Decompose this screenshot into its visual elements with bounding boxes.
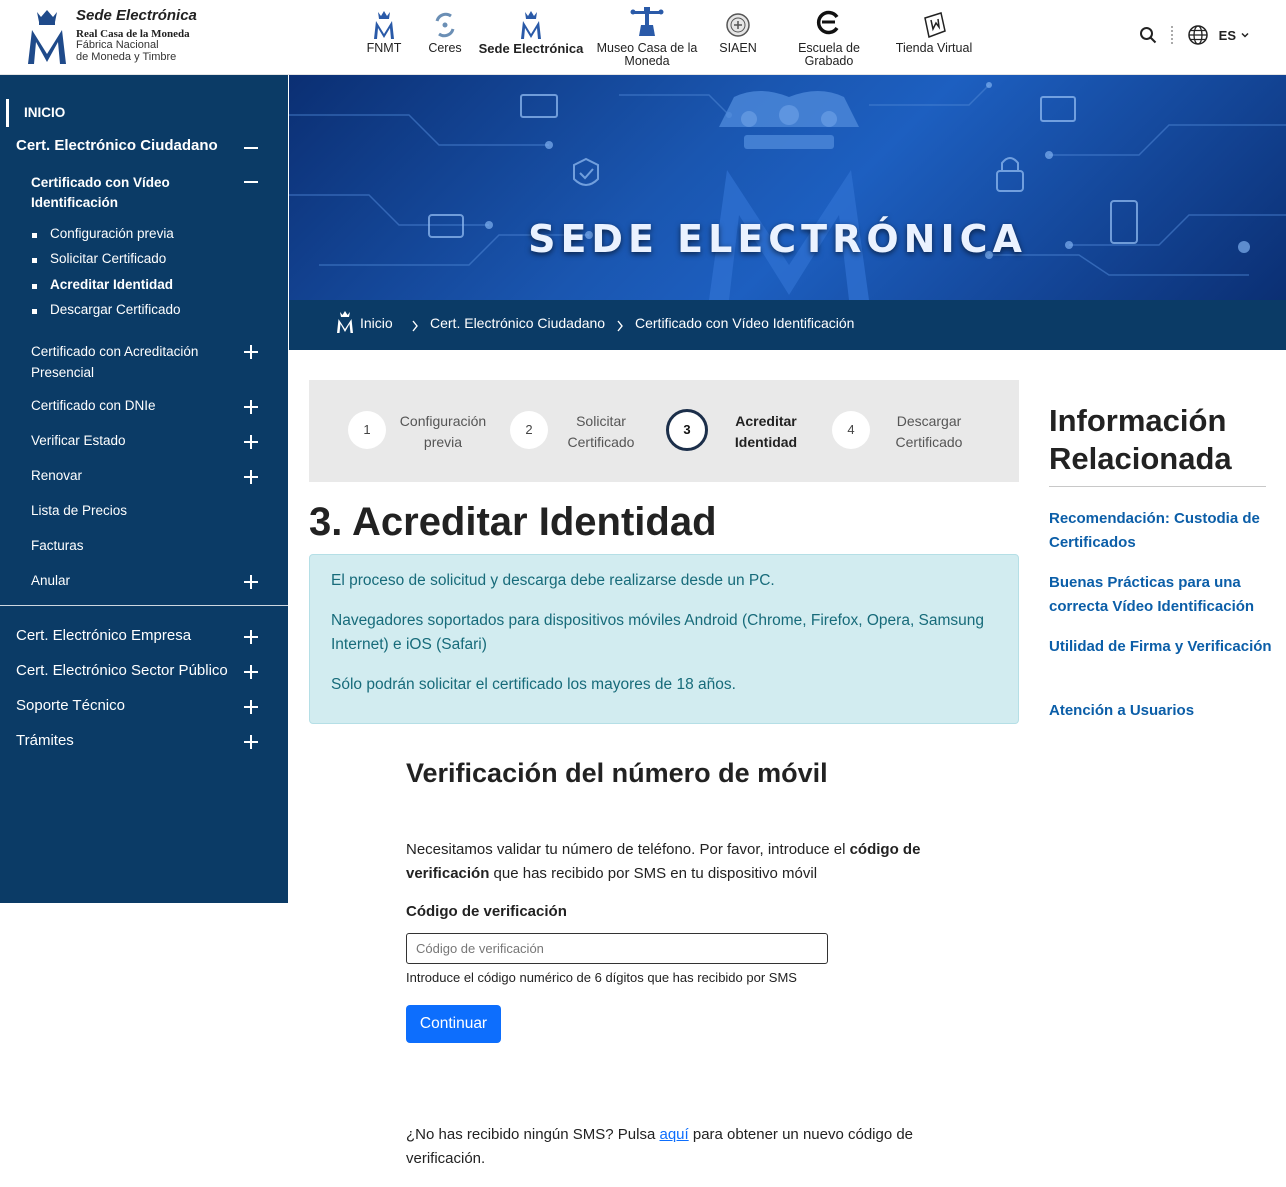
resend-sms-text [406,1123,946,1171]
sidebar-item-label: Anular [31,573,71,588]
nav-escuela-grabado[interactable] [774,2,884,68]
chevron-right-icon [411,320,419,332]
breadcrumb-current: Certificado con Vídeo Identificación [635,315,855,331]
sidebar-item-label: Renovar [31,468,83,483]
expand-icon[interactable] [244,400,258,414]
step-2-label[interactable]: Solicitar Certificado [567,413,635,450]
related-divider [1049,486,1266,487]
seal-coin-icon [725,12,751,38]
sidebar-subitem-descargar[interactable]: Descargar Certificado [0,302,288,317]
sidebar-subitem-configuracion[interactable]: Configuración previa [0,226,288,241]
sidebar-item-sector-publico[interactable] [0,662,288,679]
expand-icon[interactable] [244,700,258,714]
breadcrumb-home[interactable]: Inicio [360,315,393,331]
sidebar-item-renovar[interactable] [0,465,240,486]
sidebar-item-label: Certificado con DNIe [31,398,156,413]
hero-banner [289,75,1286,300]
step-1-label[interactable]: Configuración previa [399,413,487,450]
sidebar-subitem-acreditar[interactable]: Acreditar Identidad [0,277,288,292]
progress-stepper [309,380,1019,482]
nav-sede-electronica[interactable] [476,8,586,56]
ceres-swirl-icon [431,11,459,39]
alert-text-browsers: Navegadores soportados para dispositivos móviles Android (Chrome, Firefox, Opera, Samsung Internet) e iOS (Safari) [331,612,985,653]
step-1-circle[interactable]: 1 [348,411,386,449]
form-description [406,838,946,886]
sidebar-item-label: Soporte Técnico [16,697,125,714]
logo-title: Sede Electrónica [76,7,197,24]
sidebar-item-label: Cert. Electrónico Ciudadano [16,137,218,154]
nav-label: Museo Casa de la Moneda [596,41,698,69]
sidebar-item-empresa[interactable] [0,627,288,644]
sidebar-item-label: Lista de Precios [31,503,128,518]
logo-line-2: Fábrica Nacional [76,39,159,52]
related-info-title: Información Relacionada [1049,403,1232,476]
alert-text-pc: El proceso de solicitud y descarga debe realizarse desde un PC. [331,572,775,589]
header-divider [1171,26,1173,44]
nav-label: Tienda Virtual [895,41,973,55]
banner-title: SEDE ELECTRÓNICA [528,217,1027,261]
sidebar-navigation [0,75,288,903]
globe-icon[interactable] [1187,24,1209,46]
form-desc-text: Necesitamos validar tu número de teléfono. Por favor, introduce el [406,841,850,858]
sidebar-item-label: Certificado con Vídeo Identificación [31,175,170,210]
site-logo[interactable] [24,8,197,66]
sidebar-item-anular[interactable] [0,570,240,591]
logo-line-1: Real Casa de la Moneda [76,27,190,40]
nav-label: Escuela de Grabado [798,41,860,69]
info-alert [309,554,1019,724]
verification-code-help: Introduce el código numérico de 6 dígitos que has recibido por SMS [406,970,797,985]
step-3-label[interactable]: Acreditar Identidad [734,413,798,450]
expand-icon[interactable] [244,735,258,749]
language-selector[interactable]: ES [1218,27,1236,43]
step-2-circle[interactable]: 2 [510,411,548,449]
sidebar-item-verificar-estado[interactable] [0,430,240,451]
sidebar-item-dnie[interactable] [0,395,240,416]
sidebar-item-acreditacion-presencial[interactable] [0,341,240,383]
expand-icon[interactable] [244,575,258,589]
coin-press-icon [630,7,664,37]
step-4-label[interactable]: Descargar Certificado [895,413,963,450]
search-icon[interactable] [1139,26,1157,44]
sidebar-item-label: Verificar Estado [31,433,126,448]
sidebar-subitem-solicitar[interactable]: Solicitar Certificado [0,251,288,266]
nav-label: Ceres [428,41,462,55]
crown-m-logo-icon [24,8,70,66]
breadcrumb-ciudadano[interactable]: Cert. Electrónico Ciudadano [430,315,606,331]
form-desc-bold: código de verificación [406,841,921,882]
expand-icon[interactable] [244,470,258,484]
expand-icon[interactable] [244,345,258,359]
site-header [0,0,1286,75]
resend-text: ¿No has recibido ningún SMS? Pulsa [406,1126,660,1143]
sidebar-item-inicio[interactable]: INICIO [6,99,206,127]
sidebar-item-ciudadano[interactable] [0,137,288,154]
related-link-firma[interactable]: Utilidad de Firma y Verificación [1049,638,1272,655]
step-4-circle[interactable]: 4 [832,411,870,449]
collapse-icon[interactable] [244,175,258,189]
resend-link[interactable]: aquí [659,1126,689,1143]
sidebar-item-facturas[interactable] [0,535,240,556]
related-link-custodia[interactable]: Recomendación: Custodia de Certificados [1049,510,1260,551]
expand-icon[interactable] [244,665,258,679]
sidebar-item-soporte[interactable] [0,697,288,714]
sidebar-item-lista-precios[interactable] [0,500,240,521]
chevron-right-icon [616,320,624,332]
collapse-icon[interactable] [244,141,258,155]
chevron-down-icon[interactable] [1240,30,1250,40]
form-title: Verificación del número de móvil [406,758,828,788]
nav-label: Sede Electrónica [478,41,584,56]
logo-line-3: de Moneda y Timbre [76,50,177,63]
page-title: 3. Acreditar Identidad [309,500,717,544]
sidebar-item-label: Cert. Electrónico Empresa [16,627,192,644]
nav-label: SIAEN [719,41,757,55]
form-desc-text: que has recibido por SMS en tu dispositivo móvil [489,865,818,882]
step-3-circle[interactable]: 3 [666,409,708,451]
sidebar-item-video-identificacion[interactable] [0,173,240,213]
verification-code-label: Código de verificación [406,903,567,920]
expand-icon[interactable] [244,630,258,644]
related-link-buenas-practicas[interactable]: Buenas Prácticas para una correcta Vídeo Identificación [1049,574,1255,615]
expand-icon[interactable] [244,435,258,449]
sede-crown-m-icon [519,10,543,40]
sidebar-item-label: Facturas [31,538,84,553]
nav-label: FNMT [366,41,402,55]
resend-text: para obtener un nuevo código de verificación. [406,1126,914,1167]
home-crown-m-icon[interactable] [335,310,355,334]
breadcrumb [289,300,1286,350]
alert-text-age: Sólo podrán solicitar el certificado los mayores de 18 años. [331,676,736,693]
circuit-background-graphic [289,75,1286,300]
sidebar-item-label: Trámites [16,732,74,749]
related-link-atencion[interactable]: Atención a Usuarios [1049,702,1195,719]
sidebar-item-label: Cert. Electrónico Sector Público [16,662,228,679]
verification-code-input[interactable] [406,933,828,964]
sidebar-item-tramites[interactable] [0,732,288,749]
continue-button[interactable]: Continuar [406,1005,501,1043]
sidebar-item-label: Certificado con Acreditación Presencial [31,344,199,380]
e-swirl-icon [815,8,843,36]
sidebar-divider [0,605,288,606]
nav-tienda-virtual[interactable] [879,8,989,55]
shop-bag-icon [921,11,947,39]
